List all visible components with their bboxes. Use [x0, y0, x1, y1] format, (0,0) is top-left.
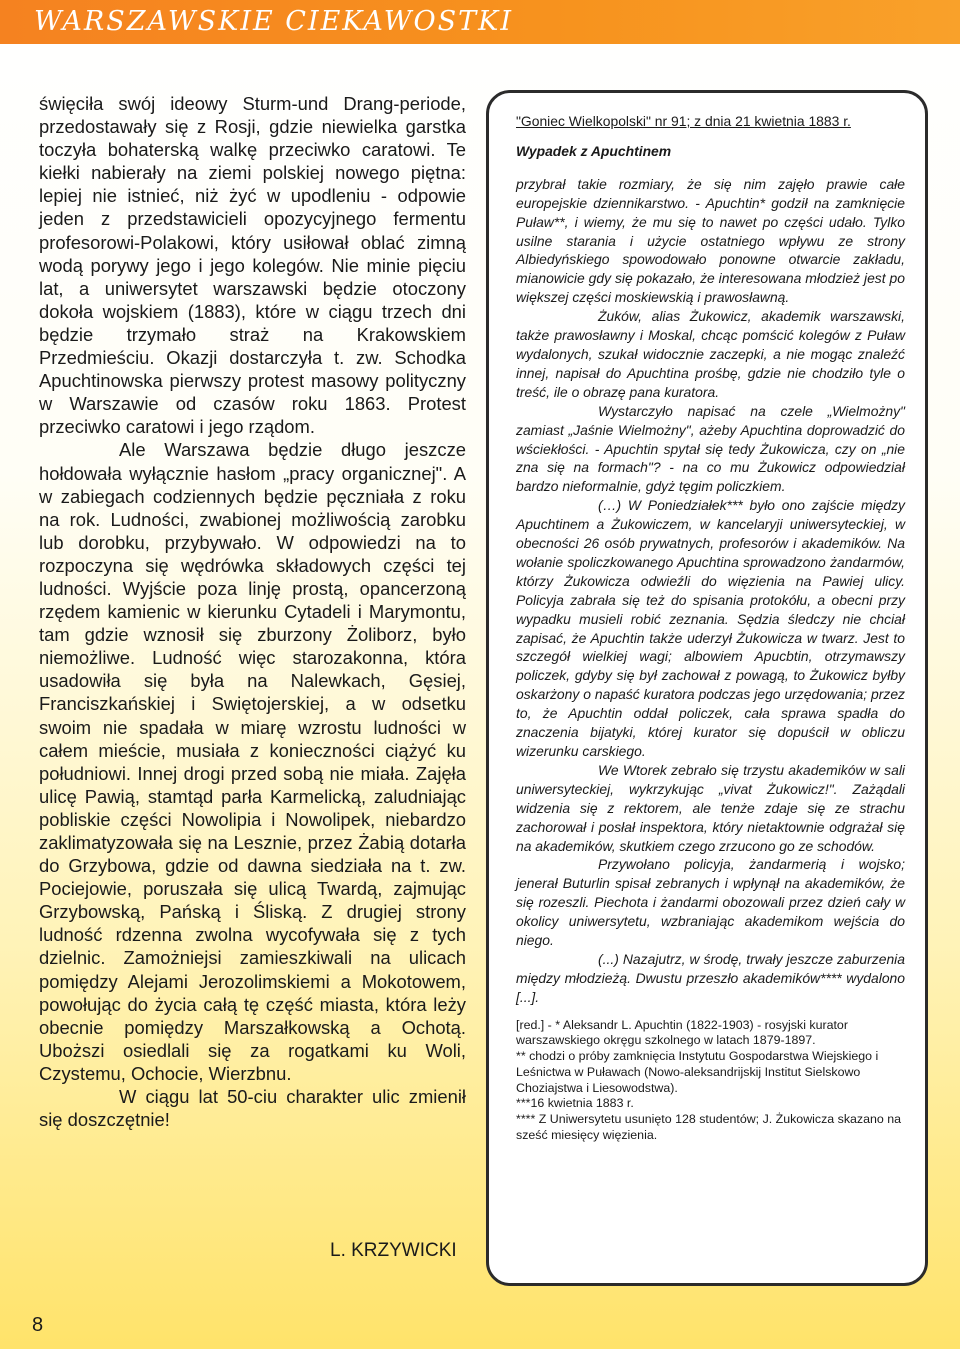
page-number: 8 — [32, 1314, 44, 1336]
sidebar-paragraph: Wystarczyło napisać na czele „Wielmożny" zamiast „Jaśnie Wielmożny", ażeby Apuchtina doprowadzić do wściekłości. - Apuchtin spytał się tedy Żukowicza, czy on „nie zna się na formach"? - na co mu Żukowicz odpowiedział bardzo nieformalnie, gdyż tęgim policzkiem. — [516, 402, 905, 495]
sidebar-paragraph: (...) Nazajutrz, w środę, trwały jeszcze zaburzenia między młodzieżą. Dwustu przeszło akademików**** wydalono [...]. — [516, 950, 905, 1005]
sidebar-paragraph: przybrał takie rozmiary, że się nim zajęło prawie całe europejskie dziennikarstwo. - Apuchtin* godził na zamknięcie Puław**, i wiemy, że mu się to nawet po części udało. Tylko usilne starania i użycie ostatniego wpływu ze strony Albiedyńskiego spowodowało ponowne otwarcie zakładu, mianowicie gdy się pokazało, że interesowana młodzież jest po większej części moskiewskią i prawosławną. — [516, 175, 905, 306]
sidebar-box — [486, 90, 928, 1286]
main-article — [39, 92, 466, 1131]
header-bar — [0, 0, 960, 44]
sidebar-paragraph: We Wtorek zebrało się trzystu akademików w sali uniwersyteckiej, wykrzykując „vivat Żukowicz!". Zażądali widzenia się z rektorem, ale tenże zdaje się ze strachu zachorował i posłał inspektora, który nietaktownie odgrażał się na akademików, skutkiem czego zrzucono go ze schodów. — [516, 761, 905, 854]
footnotes — [516, 1018, 905, 1144]
article-paragraph: święciła swój ideowy Sturm-und Drang-periode, przedostawały się z Rosji, gdzie niewielka garstka toczyła bohaterską walkę przeciwko caratowi. Te kiełki nabierały na ziemi polskiej nowego piętna: lepiej nie istnieć, niż żyć w upodleniu - odpowie jeden z przedstawicieli opozycyjnego fermentu profesorowi-Polakowi, który usiłował oblać zimną wodą porywy jego i jego kolegów. Nie minie pięciu lat, a uniwersytet warszawski będzie otoczony dokoła wojskiem (1883), które w ciągu trzech dni będzie trzymało straż na Krakowskiem Przedmieściu. Okazji dostarczyła t. zw. Schodka Apuchtinowska pierwszy protest masowy polityczny w Warszawie od czasów roku 1863. Protest przeciwko caratowi i jego rządom. — [39, 93, 466, 438]
source-line: "Goniec Wielkopolski" nr 91; z dnia 21 kwietnia 1883 r. — [516, 113, 851, 129]
sidebar-paragraph: (…) W Poniedziałek*** było ono zajście między Apuchtinem a Żukowiczem, w kancelaryji uniwersyteckiej, w obecności 26 osób prywatnych, profesorów i akademików. Na wołanie spoliczkowanego Apuchtina sprowadzono żandarmów, którzy Żukowicza odwieźli do więzienia na Pawiej ulicy. Policyja zabrała się też do spisania protokółu, a obecni przy wypadku musieli robić zeznania. Sędzia śledczy nie chciał zapisać, że Apuchtin także uderzył Żukowicza w twarz. Jest to szczegół wielkiej wagi; albowiem Apucbtin, otrzymawszy policzek, gdyby się był zachował z powagą, to Żukowicz byłby oskarżony o napaść kuratora podczas jego urzędowania; przez to, że Apuchtin oddał policzek, cała sprawa spadła do znaczenia bijatyki, której kurator się dopuścił w obliczu wizerunku carskiego. — [516, 497, 905, 759]
sidebar-paragraph: Żuków, alias Żukowicz, akademik warszawski, także prawosławny i Moskal, chcąc pomścić kolegów z Puław wydalonych, szukał widocznie zaczepki, a nie mogąc znaleźć innej, napisał do Apuchtina prośbę, gdzie nie chodziło tyle o treść, ile o obrazę pana kuratora. — [516, 308, 905, 400]
sidebar-paragraph: Przywołano policyja, żandarmerią i wojsko; jenerał Buturlin spisał zebranych i wpłynął na akademików, że się rozeszli. Piechota i żandarmi obozowali przez dzień cały w okolicy uniwersytetu, wzbraniając akademikom wejścia do niego. — [516, 856, 905, 949]
footnote: ***16 kwietnia 1883 r. — [516, 1096, 634, 1111]
author-signature: L. KRZYWICKI — [330, 1240, 457, 1261]
article-paragraph: W ciągu lat 50-ciu charakter ulic zmienił się doszczętnie! — [39, 1086, 466, 1131]
footnote: [red.] - * Aleksandr L. Apuchtin (1822-1903) - rosyjski kurator warszawskiego okręgu szkolnego w latach 1879-1897. — [516, 1017, 848, 1048]
article-paragraph: Ale Warszawa będzie długo jeszcze hołdowała wyłącznie hasłom „pracy organicznej". A w zabiegach codziennych będzie pęczniała z roku na rok. Ludności, zwabionej możliwością zarobku lub dorobku, przybywało. W odpowiedzi na to rozpoczyna się wędrówka składowych części tej ludności. Wyjście poza linję prostą, opancerzoną rzędem kamienic w kierunku Cytadeli i Marymontu, tam gdzie wznosił się zburzony Żoliborz, było niemożliwe. Ludność więc starozakonna, która usadowiła się była na Nalewkach, Gęsiej, Franciszkańskiej i Swiętojerskiej, a w odsetku swoim nie spadała w miarę wzrostu ludności w całem mieście, musiała z konieczności ciążyć ku południowi. Innej drogi przed sobą nie miała. Zajęła ulicę Pawią, stamtąd parła Karmelicką, zaludniając pobliskie części Nowolipia i Nowolipek, niebardzo zaklimatyzowała się na Lesznie, przez Żabią dotarła do Grzybowa, gdzie od dawna siedziała na t. zw. Pociejowie, poruszała się ulicą Twardą, zajmując Grzybowską, Pańską i Śliską. Z drugiej strony ludność rdzenna zwolna wycofywała się z tych dzielnic. Zamożniejsi zamieszkiwali na ulicach pomiędzy Alejami Jerozolimskiemi a Mokotowem, powołując do życia całą tę część miasta, która leży obecnie pomiędzy Marszałkowską a Ochotą. Uboższi osiedlali się za rogatkami ku Woli, Czystemu, Ochocie, Wierzbnu. — [39, 439, 466, 1084]
section-title: WARSZAWSKIE CIEKAWOSTKI — [34, 6, 514, 37]
footnote: **** Z Uniwersytetu usunięto 128 studentów; J. Żukowicza skazano na sześć miesięcy więzienia. — [516, 1111, 901, 1142]
footnote: ** chodzi o próby zamknięcia Instytutu Gospodarstwa Wiejskiego i Leśnictwa w Puławach (Nowo-aleksandrijskij Institut Sielskowo Choziajstwa i Liesowodstwa). — [516, 1049, 879, 1095]
sidebar-content — [516, 112, 905, 1143]
sidebar-heading: Wypadek z Apuchtinem — [516, 142, 672, 159]
